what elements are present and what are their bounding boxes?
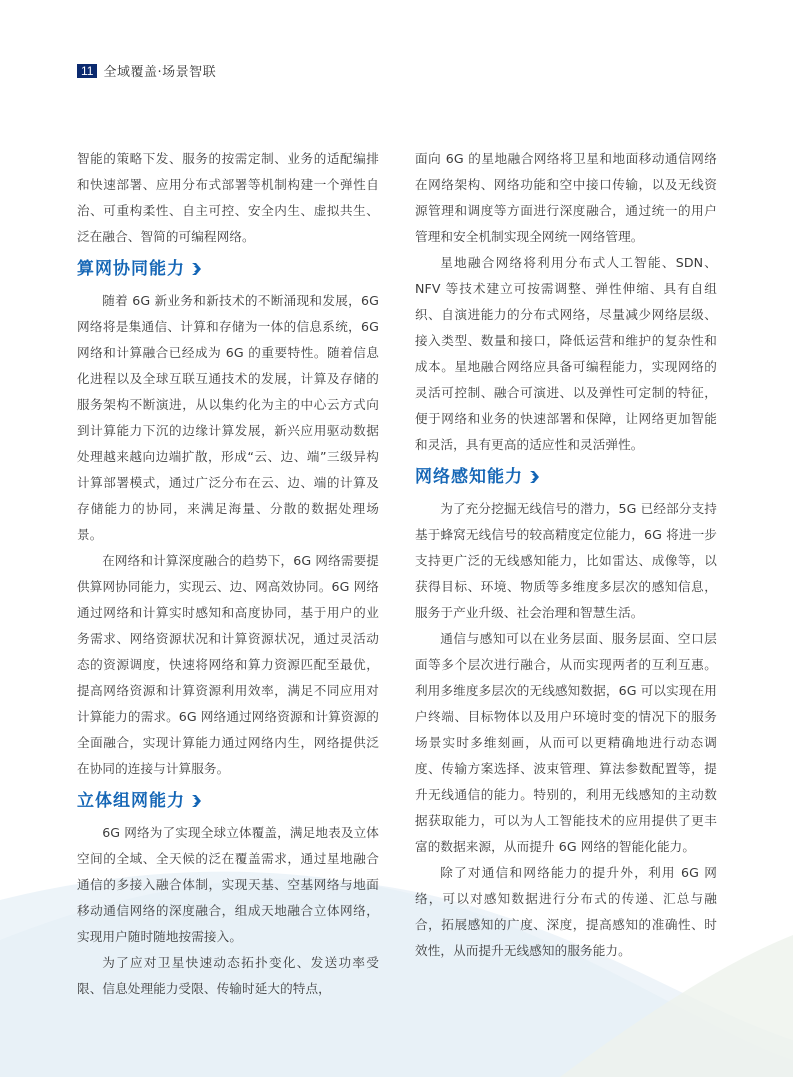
left-column <box>77 146 379 1002</box>
page-number-badge: 11 <box>77 64 97 78</box>
page-header <box>77 61 216 80</box>
paragraph: 除了对通信和网络能力的提升外，利用 6G 网络，可以对感知数据进行分布式的传递、汇总与融合，拓展感知的广度、深度，提高感知的准确性、时效性，从而提升无线感知的服务能力。 <box>415 865 717 958</box>
header-title: 全域覆盖·场景智联 <box>103 65 217 80</box>
right-column <box>415 146 717 964</box>
paragraph: 面向 6G 的星地融合网络将卫星和地面移动通信网络在网络架构、网络功能和空中接口传输，以及无线资源管理和调度等方面进行深度融合，通过统一的用户管理和安全机制实现全网统一网络管理。 <box>415 151 717 244</box>
paragraph: 6G 网络为了实现全球立体覆盖，满足地表及立体空间的全域、全天候的泛在覆盖需求，通过星地融合通信的多接入融合体制，实现天基、空基网络与地面移动通信网络的深度融合，组成天地融合立体网络，实现用户随时随地按需接入。 <box>77 825 379 944</box>
paragraph: 在网络和计算深度融合的趋势下，6G 网络需要提供算网协同能力，实现云、边、网高效协同。6G 网络通过网络和计算实时感知和高度协同，基于用户的业务需求、网络资源状况和计算资源状况，通过灵活动态的资源调度，快速将网络和算力资源匹配至最优，提高网络资源和计算资源利用效率，满足不同应用对计算能力的需求。6G 网络通过网络资源和计算资源的全面融合，实现计算能力通过网络内生，网络提供泛在协同的连接与计算服务。 <box>77 553 379 776</box>
chevron-right-icon <box>191 794 202 808</box>
heading-text: 算网协同能力 <box>77 259 185 279</box>
heading-text: 网络感知能力 <box>415 467 523 487</box>
section-heading-stereo-networking <box>77 788 379 814</box>
section-heading-compute-network <box>77 256 379 282</box>
section-heading-network-sensing <box>415 464 717 490</box>
paragraph: 智能的策略下发、服务的按需定制、业务的适配编排和快速部署、应用分布式部署等机制构建一个弹性自治、可重构柔性、自主可控、安全内生、虚拟共生、泛在融合、智简的可编程网络。 <box>77 151 379 244</box>
chevron-right-icon <box>529 470 540 484</box>
paragraph: 通信与感知可以在业务层面、服务层面、空口层面等多个层次进行融合，从而实现两者的互利互惠。利用多维度多层次的无线感知数据，6G 可以实现在用户终端、目标物体以及用户环境时变的情况下的服务场景实时多维刻画，从而可以更精确地进行动态调度、传输方案选择、波束管理、算法参数配置等，提升无线通信的能力。特别的，利用无线感知的主动数据获取能力，可以为人工智能技术的应用提供了更丰富的数据来源，从而提升 6G 网络的智能化能力。 <box>415 631 717 854</box>
paragraph: 随着 6G 新业务和新技术的不断涌现和发展，6G 网络将是集通信、计算和存储为一体的信息系统，6G 网络和计算融合已经成为 6G 的重要特性。随着信息化进程以及全球互联互通技术的发展，计算及存储的服务架构不断演进，从以集约化为主的中心云方式向到计算能力下沉的边缘计算发展，新兴应用驱动数据处理越来越向边端扩散，形成“云、边、端”三级异构计算部署模式，通过广泛分布在云、边、端的计算及存储能力的协同，来满足海量、分散的数据处理场景。 <box>77 293 379 542</box>
paragraph: 为了充分挖掘无线信号的潜力，5G 已经部分支持基于蜂窝无线信号的较高精度定位能力，6G 将进一步支持更广泛的无线感知能力，比如雷达、成像等，以获得目标、环境、物质等多维度多层次的感知信息，服务于产业升级、社会治理和智慧生活。 <box>415 501 717 620</box>
paragraph: 为了应对卫星快速动态拓扑变化、发送功率受限、信息处理能力受限、传输时延大的特点， <box>77 955 379 996</box>
paragraph: 星地融合网络将利用分布式人工智能、SDN、NFV 等技术建立可按需调整、弹性伸缩、具有自组织、自演进能力的分布式网络，尽量减少网络层级、接入类型、数量和接口，降低运营和维护的复杂性和成本。星地融合网络应具备可编程能力，实现网络的灵活可控制、融合可演进、以及弹性可定制的特征，便于网络和业务的快速部署和保障，让网络更加智能和灵活，具有更高的适应性和灵活弹性。 <box>415 255 717 452</box>
chevron-right-icon <box>191 262 202 276</box>
heading-text: 立体组网能力 <box>77 791 185 811</box>
